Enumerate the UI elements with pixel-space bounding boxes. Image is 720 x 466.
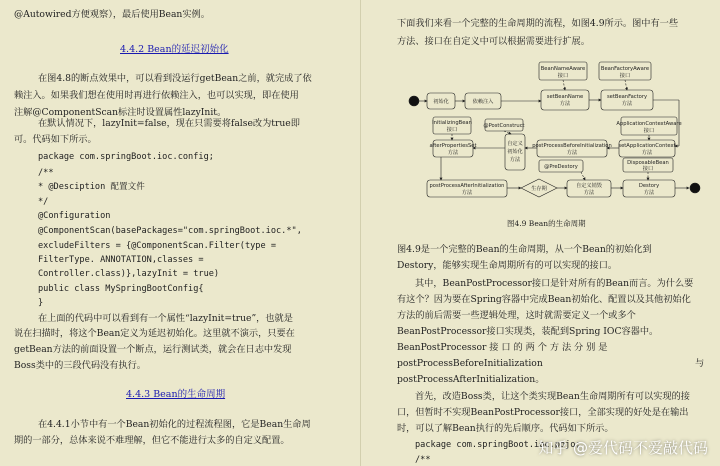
svg-text:方法: 方法 <box>447 150 459 156</box>
svg-text:生存期: 生存期 <box>531 186 547 192</box>
svg-text:setBeanName: setBeanName <box>546 94 584 100</box>
node-setbeanname <box>541 90 589 110</box>
paragraph-line: 图4.9是一个完整的Bean的生命周期，从一个Bean的初始化到 <box>397 244 652 255</box>
svg-text:接口: 接口 <box>643 128 655 134</box>
paragraph-line: postProcessBeforeInitialization <box>397 358 543 369</box>
paragraph-line: BeanPostProcessor接口实现类，装配到Spring IOC容器中。 <box>397 326 659 337</box>
code-line: public class MySpringBootConfig{ <box>38 284 204 294</box>
paragraph-line: 在上面的代码中可以看到有一个属性“lazyInit=true”，也就是 <box>38 313 293 324</box>
node-setbeanfactory <box>601 90 653 110</box>
paragraph-line: Destory，能够实现生命周期所有的可以实现的接口。 <box>397 260 618 271</box>
code-line: * @Desciption 配置文件 <box>38 182 145 192</box>
start-node <box>409 96 419 106</box>
paragraph-line: @Autowired方便观察），最后使用Bean实例。 <box>14 9 210 20</box>
paragraph-line: 下面我们来看一个完整的生命周期的流程，如图4.9所示。图中有一些 <box>397 18 679 29</box>
paragraph-line: 与 <box>695 358 705 369</box>
code-line: FilterType. ANNOTATION,classes = <box>38 255 204 265</box>
svg-text:接口: 接口 <box>557 73 569 79</box>
code-line: } <box>38 298 44 308</box>
svg-text:BeanNameAware: BeanNameAware <box>540 66 586 72</box>
paragraph-line: 期的一部分，总体来说不难理解，但它不能进行太多的自定义配置。 <box>14 435 290 446</box>
paragraph-line: postProcessAfterInitialization。 <box>397 374 545 385</box>
svg-text:接口: 接口 <box>446 127 458 133</box>
paragraph-line: 说在扫描时，将这个Bean定义为延迟初始化。这里就不演示，只要在 <box>14 328 295 339</box>
svg-text:DisposableBean: DisposableBean <box>627 160 669 166</box>
svg-text:postProcessAfterInitialization: postProcessAfterInitialization <box>429 183 505 189</box>
bean-lifecycle-diagram <box>361 0 720 230</box>
paragraph-line: BeanPostProcessor 接 口 的 两 个 方 法 分 别 是 <box>397 342 608 353</box>
svg-text:自定义销毁: 自定义销毁 <box>576 183 602 189</box>
paragraph-line: 方法、接口在自定义中可以根据需要进行扩展。 <box>397 36 590 47</box>
svg-text:方法: 方法 <box>509 157 521 163</box>
svg-text:setBeanFactory: setBeanFactory <box>606 94 648 100</box>
code-line: package com.springBoot.ioc.pojo; <box>415 440 581 450</box>
svg-text:方法: 方法 <box>621 101 633 107</box>
paragraph-line: 时，可以了解Bean执行的先后顺序。代码如下所示。 <box>397 423 614 434</box>
paragraph-line: 其中，BeanPostProcessor接口是针对所有的Bean而言。为什么要 <box>415 278 694 289</box>
svg-text:@PostConstruct: @PostConstruct <box>483 123 525 129</box>
watermark: 知乎 @爱代码不爱敲代码 <box>538 439 708 457</box>
svg-text:方法: 方法 <box>643 190 655 196</box>
paragraph-line: 可。代码如下所示。 <box>14 134 97 145</box>
paragraph-line: 方法的前后需要一些逻辑处理，这时就需要定义一个或多个 <box>397 310 636 321</box>
code-line: @ComponentScan(basePackages="com.springBoot.ioc.*", <box>38 226 302 236</box>
paragraph-line: 首先，改造Boss类，让这个类实现Bean生命周期所有可以实现的接 <box>415 391 690 402</box>
code-line: @Configuration <box>38 211 111 221</box>
svg-text:ApplicationContextAware: ApplicationContextAware <box>616 121 682 127</box>
paragraph-line: 赖注入。如果我们想在使用时再进行依赖注入，也可以实现，即在使用 <box>14 90 299 101</box>
right-page <box>360 0 720 466</box>
paragraph-line: 口，但暂时不实现BeanPostProcessor接口，全部实现的好处是在输出 <box>397 407 689 418</box>
paragraph-line: Boss类中的三段代码没有执行。 <box>14 360 146 371</box>
node-dependency-injection-label: 依赖注入 <box>472 99 494 105</box>
svg-text:BeanFactoryAware: BeanFactoryAware <box>600 66 650 72</box>
paragraph-line: 有这个？因为要在Spring容器中完成Bean初始化、配置以及其他初始化 <box>397 294 691 305</box>
paragraph-line: 在默认情况下，lazyInit=false，现在只需要将false改为true即 <box>38 118 300 129</box>
svg-text:接口: 接口 <box>619 73 631 79</box>
svg-text:@PreDestory: @PreDestory <box>544 164 578 170</box>
svg-text:方法: 方法 <box>559 101 571 107</box>
code-line: /** <box>415 455 431 465</box>
section-heading-lazy-init[interactable]: 4.4.2 Bean的延迟初始化 <box>120 44 229 55</box>
node-init-label: 初始化 <box>433 99 449 105</box>
svg-text:初始化: 初始化 <box>507 149 523 155</box>
svg-text:自定义: 自定义 <box>507 141 523 147</box>
code-line: /** <box>38 168 54 178</box>
paragraph-line: getBean方法的前面设置一个断点，运行测试类，就会在日志中发现 <box>14 344 292 355</box>
svg-text:方法: 方法 <box>461 190 473 196</box>
paragraph-line: 在4.4.1小节中有一个Bean初始化的过程流程图，它是Bean生命周 <box>38 419 311 430</box>
svg-text:InitializingBean: InitializingBean <box>432 120 472 126</box>
section-heading-lifecycle[interactable]: 4.4.3 Bean的生命周期 <box>126 389 226 400</box>
paragraph-line: 注解@ComponentScan标注时设置属性lazyInit。 <box>14 107 227 118</box>
code-line: */ <box>38 197 49 207</box>
svg-text:setApplicationContext: setApplicationContext <box>618 143 676 149</box>
svg-text:afterPropertiesSet: afterPropertiesSet <box>429 143 477 149</box>
figure-caption: 图4.9 Bean的生命周期 <box>507 219 586 228</box>
svg-text:Destory: Destory <box>638 183 660 189</box>
svg-text:方法: 方法 <box>641 150 653 156</box>
code-line: package com.springBoot.ioc.config; <box>38 152 214 162</box>
end-node <box>690 183 700 193</box>
svg-text:方法: 方法 <box>583 190 595 196</box>
svg-text:接口: 接口 <box>642 166 654 172</box>
code-line: excludeFilters = {@ComponentScan.Filter(type = <box>38 241 276 251</box>
paragraph-line: 在图4.8的断点效果中，可以看到没运行getBean之前，就完成了依 <box>38 73 312 84</box>
code-line: Controller.class)},lazyInit = true) <box>38 269 220 279</box>
svg-text:方法: 方法 <box>566 150 578 156</box>
svg-text:postProcessBeforeInitializatio: postProcessBeforeInitialization <box>532 143 612 149</box>
